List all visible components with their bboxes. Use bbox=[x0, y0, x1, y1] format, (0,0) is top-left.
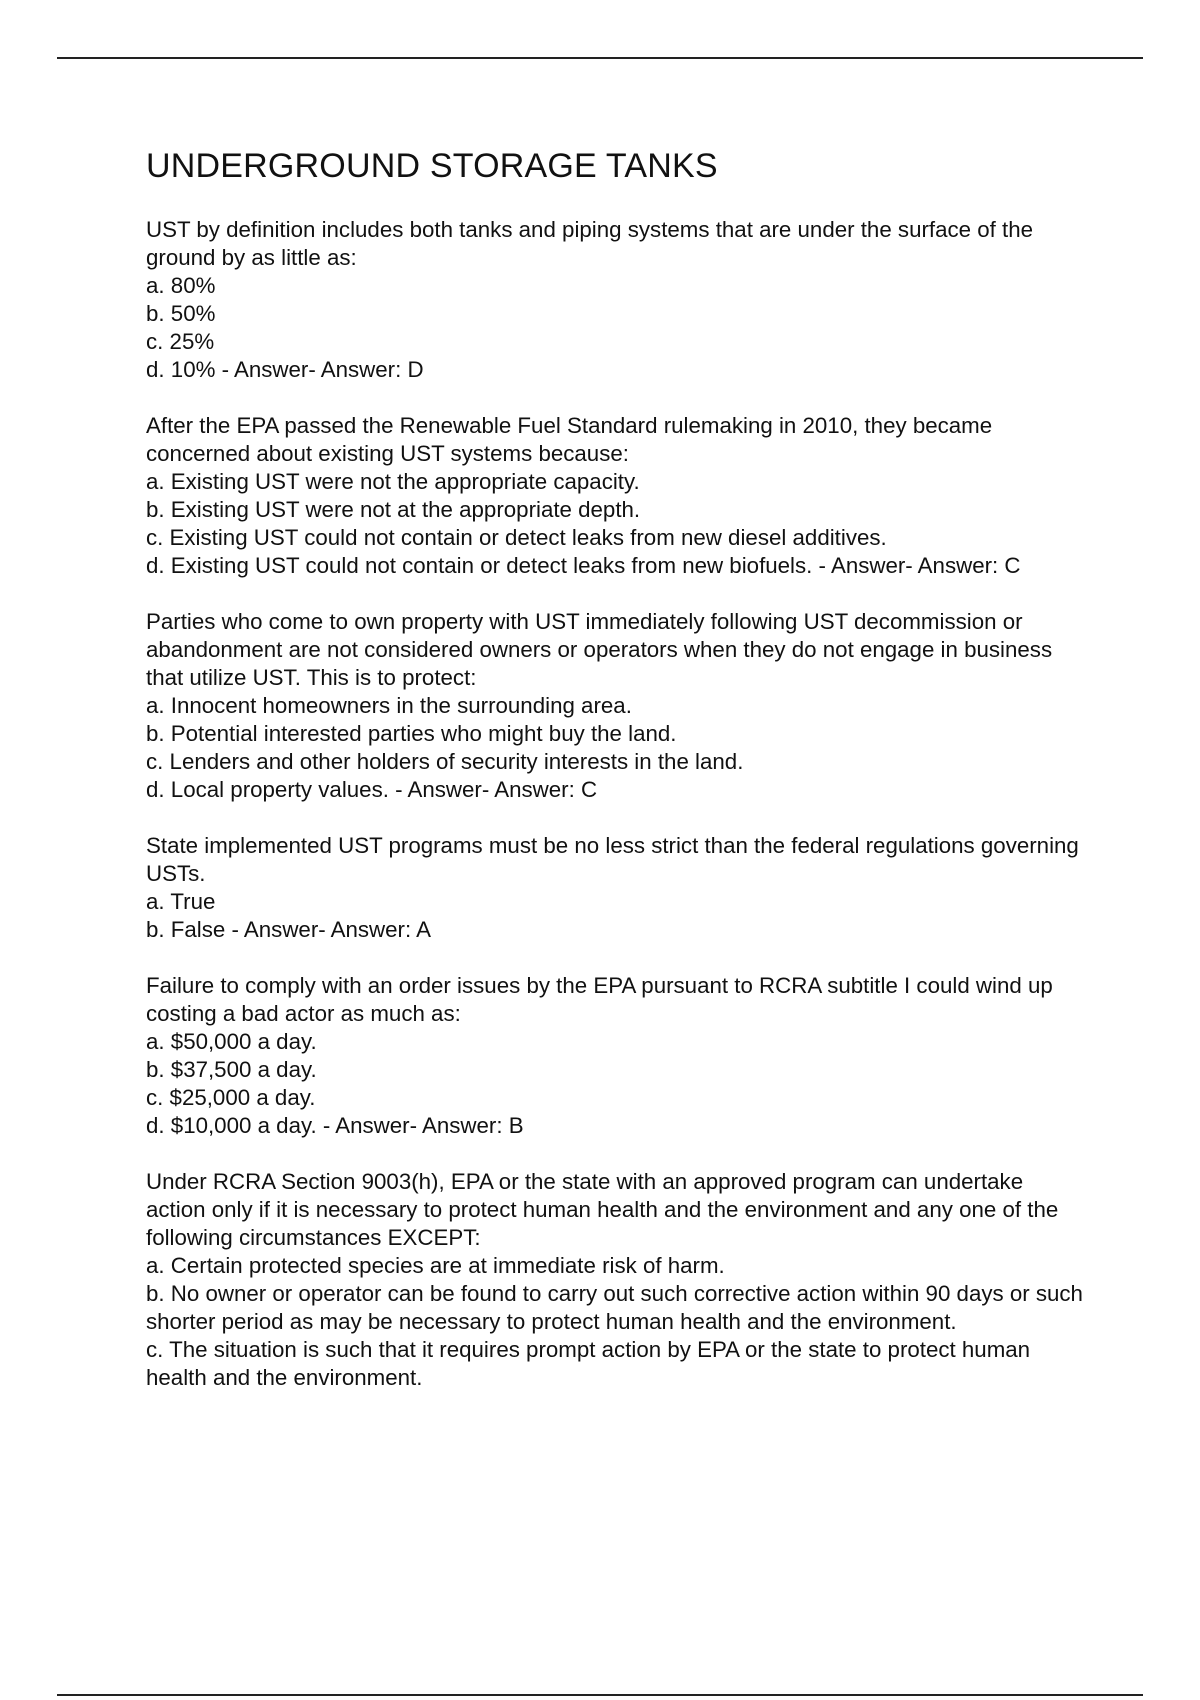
question-4-option-b-answer: b. False - Answer- Answer: A bbox=[146, 917, 432, 942]
question-2-option-c: c. Existing UST could not contain or detect leaks from new diesel additives. bbox=[146, 525, 887, 550]
question-2-option-a: a. Existing UST were not the appropriate capacity. bbox=[146, 469, 640, 494]
question-4-stem: State implemented UST programs must be no less strict than the federal regulations governing USTs. bbox=[146, 833, 1086, 886]
question-5-option-a: a. $50,000 a day. bbox=[146, 1029, 317, 1054]
question-5-option-d-answer: d. $10,000 a day. - Answer- Answer: B bbox=[146, 1113, 524, 1138]
question-3-option-d-answer: d. Local property values. - Answer- Answer: C bbox=[146, 777, 598, 802]
question-1-option-b: b. 50% bbox=[146, 301, 216, 326]
question-3 bbox=[146, 608, 1086, 804]
question-1-option-d-answer: d. 10% - Answer- Answer: D bbox=[146, 357, 424, 382]
question-6-option-c: c. The situation is such that it requires prompt action by EPA or the state to protect human health and the environment. bbox=[146, 1337, 1037, 1390]
question-2-stem: After the EPA passed the Renewable Fuel Standard rulemaking in 2010, they became concerned about existing UST systems because: bbox=[146, 413, 999, 466]
question-1-stem: UST by definition includes both tanks and piping systems that are under the surface of the ground by as little as: bbox=[146, 217, 1040, 270]
question-2-option-b: b. Existing UST were not at the appropriate depth. bbox=[146, 497, 641, 522]
question-1-option-a: a. 80% bbox=[146, 273, 216, 298]
question-3-option-b: b. Potential interested parties who might buy the land. bbox=[146, 721, 677, 746]
question-5-option-b: b. $37,500 a day. bbox=[146, 1057, 317, 1082]
question-3-option-c: c. Lenders and other holders of security interests in the land. bbox=[146, 749, 744, 774]
question-3-stem: Parties who come to own property with UST immediately following UST decommission or abandonment are not considered owners or operators when they do not engage in business that utilize UST. This is to protect: bbox=[146, 609, 1059, 690]
question-5-stem: Failure to comply with an order issues by the EPA pursuant to RCRA subtitle I could wind up costing a bad actor as much as: bbox=[146, 973, 1059, 1026]
question-2 bbox=[146, 412, 1086, 580]
page-content bbox=[146, 142, 1090, 1420]
question-6 bbox=[146, 1168, 1090, 1392]
question-list bbox=[146, 216, 1090, 1392]
question-6-stem: Under RCRA Section 9003(h), EPA or the state with an approved program can undertake action only if it is necessary to protect human health and the environment and any one of the following circumstances EXCEPT: bbox=[146, 1169, 1065, 1250]
question-6-option-a: a. Certain protected species are at immediate risk of harm. bbox=[146, 1253, 725, 1278]
question-5-option-c: c. $25,000 a day. bbox=[146, 1085, 316, 1110]
page-title: UNDERGROUND STORAGE TANKS bbox=[146, 147, 718, 185]
bottom-divider bbox=[57, 1694, 1143, 1696]
question-5 bbox=[146, 972, 1086, 1140]
top-divider bbox=[57, 57, 1143, 59]
question-4-option-a: a. True bbox=[146, 889, 216, 914]
question-6-option-b: b. No owner or operator can be found to carry out such corrective action within 90 days or such shorter period as may be necessary to protect human health and the environment. bbox=[146, 1281, 1090, 1334]
question-3-option-a: a. Innocent homeowners in the surrounding area. bbox=[146, 693, 632, 718]
question-1 bbox=[146, 216, 1086, 384]
question-2-option-d-answer: d. Existing UST could not contain or detect leaks from new biofuels. - Answer- Answer: C bbox=[146, 553, 1021, 578]
question-1-option-c: c. 25% bbox=[146, 329, 215, 354]
question-4 bbox=[146, 832, 1086, 944]
